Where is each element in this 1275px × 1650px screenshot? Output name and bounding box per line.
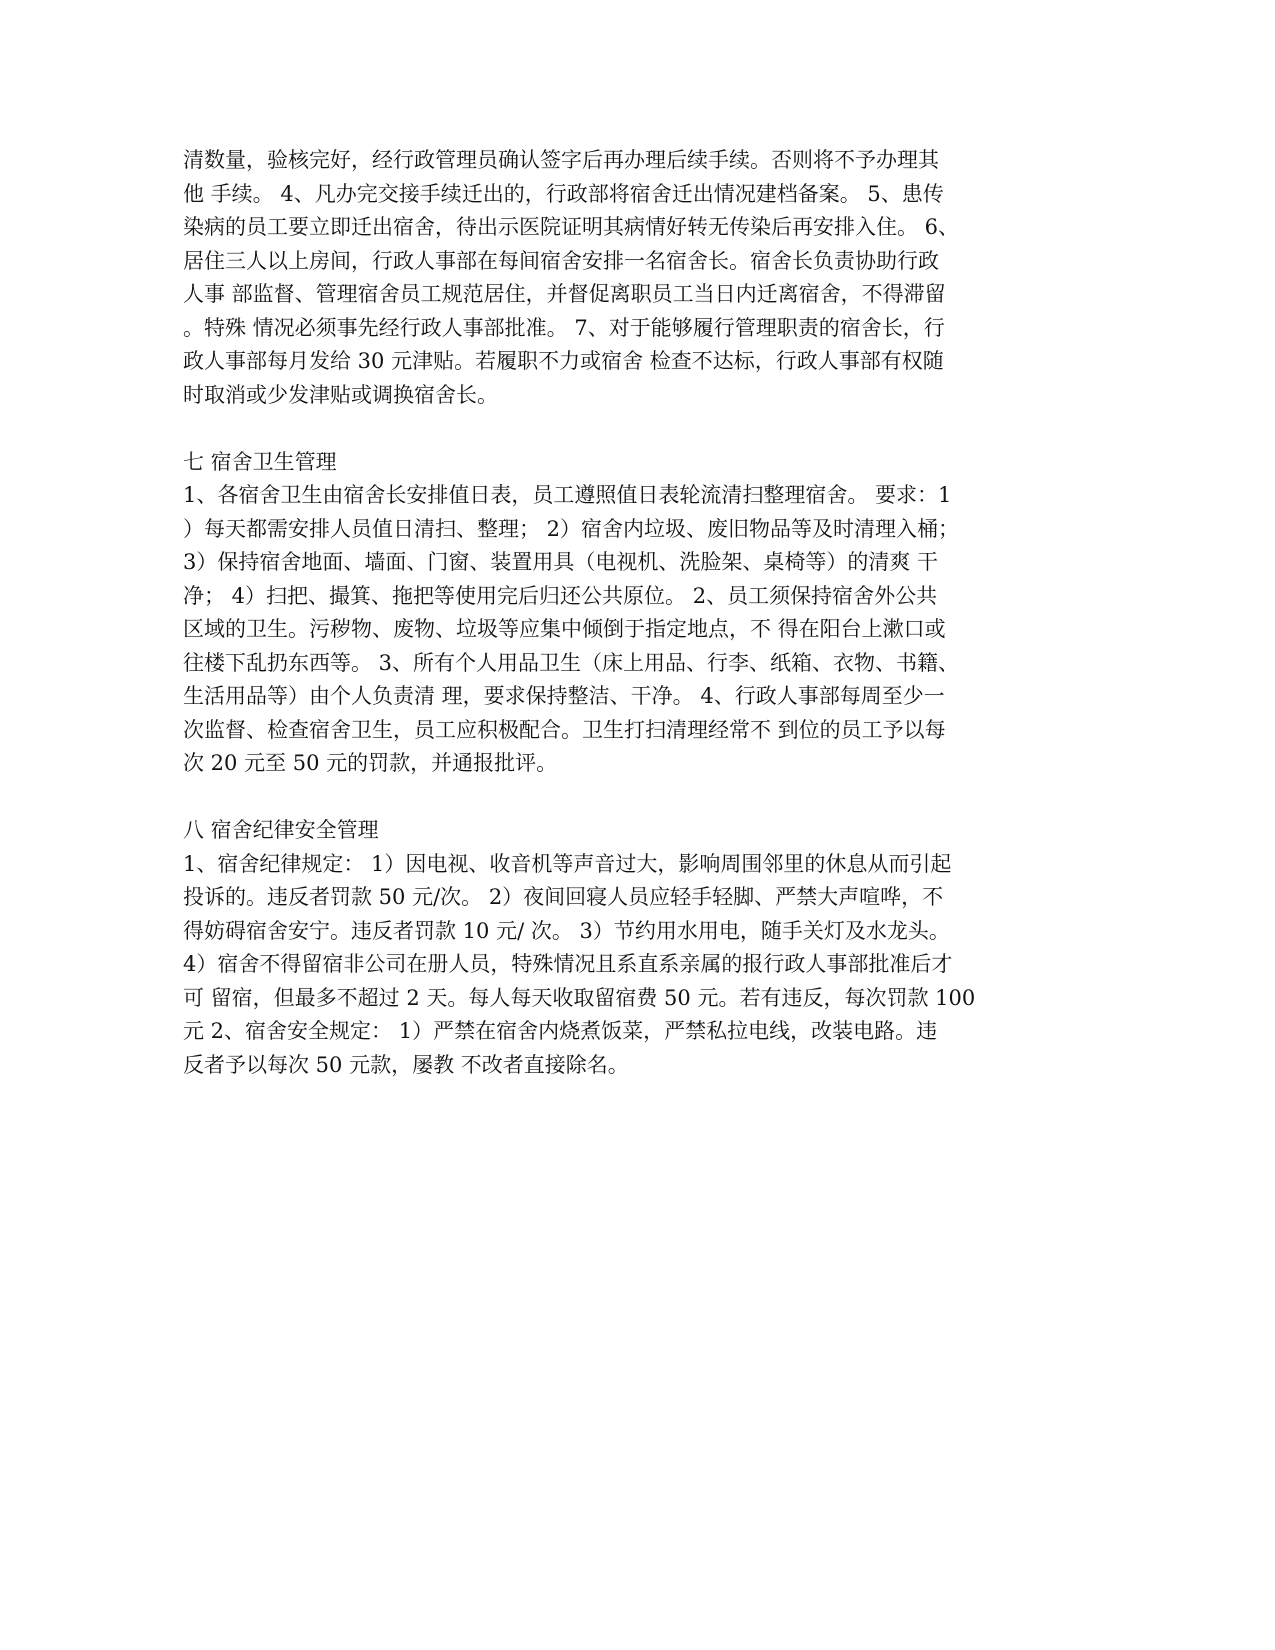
paragraph-line: 得妨碍宿舍安宁。违反者罚款 10 元/ 次。 3）节约用水用电，随手关灯及水龙头。: [183, 918, 950, 943]
section-heading: 七 宿舍卫生管理: [183, 449, 337, 474]
paragraph-line: 人事 部监督、管理宿舍员工规范居住，并督促离职员工当日内迁离宿舍，不得滞留: [183, 282, 946, 306]
paragraph-line: 清数量，验核完好，经行政管理员确认签字后再办理后续手续。否则将不予办理其: [183, 148, 939, 172]
paragraph-line: 往楼下乱扔东西等。 3、所有个人用品卫生（床上用品、行李、纸箱、衣物、书籍、: [183, 650, 960, 675]
paragraph-line: 可 留宿，但最多不超过 2 天。每人每天收取留宿费 50 元。若有违反，每次罚款 100: [183, 985, 976, 1010]
paragraph-line: 区域的卫生。污秽物、废物、垃圾等应集中倾倒于指定地点，不 得在阳台上漱口或: [183, 617, 946, 641]
paragraph-line: 投诉的。违反者罚款 50 元/次。 2）夜间回寝人员应轻手轻脚、严禁大声喧哗，不: [183, 885, 944, 909]
paragraph-line: 1、宿舍纪律规定： 1）因电视、收音机等声音过大，影响周围邻里的休息从而引起: [183, 851, 952, 876]
section-discipline-safety: [183, 814, 1123, 1082]
section-gap: [183, 781, 1123, 815]
section-heading: 八 宿舍纪律安全管理: [183, 818, 379, 842]
paragraph-line: 时取消或少发津贴或调换宿舍长。: [183, 382, 498, 407]
section-previous: [183, 144, 1123, 412]
paragraph-line: 次 20 元至 50 元的罚款，并通报批评。: [183, 751, 558, 775]
section-gap: [183, 412, 1123, 446]
paragraph-line: 生活用品等）由个人负责清 理，要求保持整洁、干净。 4、行政人事部每周至少一: [183, 684, 945, 708]
paragraph-line: 反者予以每次 50 元款，屡教 不改者直接除名。: [183, 1052, 629, 1077]
paragraph-line: 4）宿舍不得留宿非公司在册人员，特殊情况且系直系亲属的报行政人事部批准后才: [183, 952, 953, 976]
paragraph-line: 他 手续。 4、凡办完交接手续迁出的，行政部将宿舍迁出情况建档备案。 5、患传: [183, 181, 944, 206]
paragraph-line: 1、各宿舍卫生由宿舍长安排值日表，员工遵照值日表轮流清扫整理宿舍。 要求：1: [183, 483, 952, 507]
paragraph-line: 净； 4）扫把、撮箕、拖把等使用完后归还公共原位。 2、员工须保持宿舍外公共: [183, 583, 938, 608]
document-page: [183, 144, 1123, 1082]
paragraph-line: 染病的员工要立即迁出宿舍，待出示医院证明其病情好转无传染后再安排入住。 6、: [183, 215, 960, 239]
paragraph-line: 政人事部每月发给 30 元津贴。若履职不力或宿舍 检查不达标，行政人事部有权随: [183, 349, 944, 373]
paragraph-line: ）每天都需安排人员值日清扫、整理； 2）宿舍内垃圾、废旧物品等及时清理入桶；: [183, 516, 960, 541]
paragraph-line: 次监督、检查宿舍卫生，员工应积极配合。卫生打扫清理经常不 到位的员工予以每: [183, 717, 946, 742]
paragraph-line: 。特殊 情况必须事先经行政人事部批准。 7、对于能够履行管理职责的宿舍长，行: [183, 315, 945, 340]
paragraph-line: 元 2、宿舍安全规定： 1）严禁在宿舍内烧煮饭菜，严禁私拉电线，改装电路。违: [183, 1019, 938, 1043]
section-hygiene: [183, 446, 1123, 781]
paragraph-line: 3）保持宿舍地面、墙面、门窗、装置用具（电视机、洗脸架、桌椅等）的清爽 干: [183, 550, 939, 574]
paragraph-line: 居住三人以上房间，行政人事部在每间宿舍安排一名宿舍长。宿舍长负责协助行政: [183, 248, 939, 273]
